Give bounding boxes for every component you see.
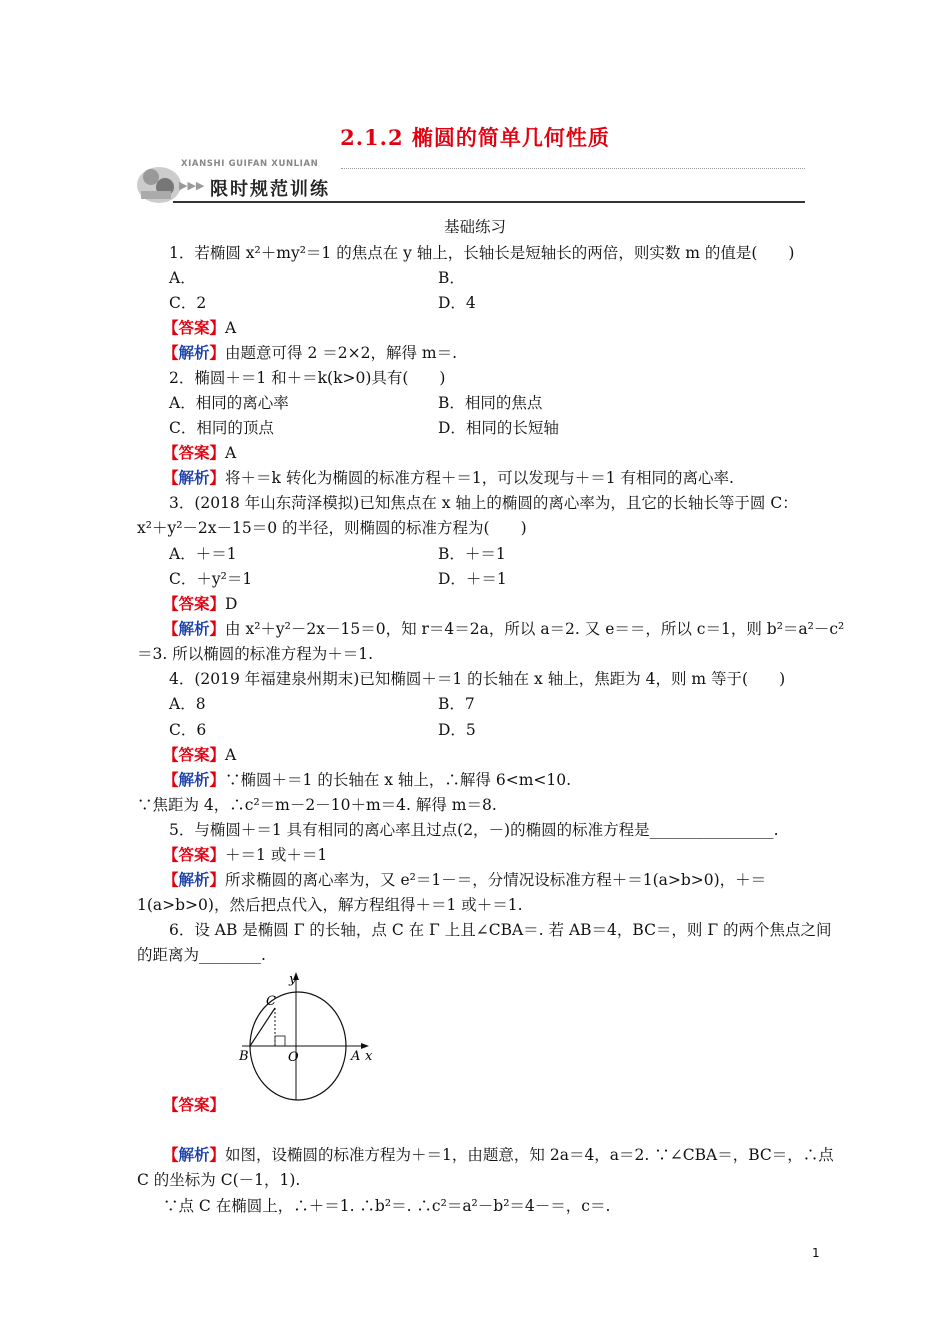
banner-rule bbox=[173, 201, 805, 203]
q4-option-b: B．7 bbox=[438, 695, 475, 713]
answer-1: 【答案】A bbox=[163, 318, 237, 337]
analysis-6-line-1: 【解析】如图，设椭圆的标准方程为＋＝1，由题意，知 2a＝4，a＝2. ∵∠CBA＝，BC＝，∴点 bbox=[163, 1145, 834, 1164]
q4-option-c: C．6 bbox=[169, 721, 207, 739]
segment-bc bbox=[250, 1008, 275, 1046]
question-6-line-1: 6．设 AB 是椭圆 Γ 的长轴，点 C 在 Γ 上且∠CBA＝. 若 AB＝4，BC＝，则 Γ 的两个焦点之间 bbox=[169, 921, 832, 939]
q3-option-b: B．＋＝1 bbox=[438, 545, 506, 563]
page-number: 1 bbox=[812, 1246, 820, 1260]
question-5: 5．与椭圆＋＝1 具有相同的离心率且过点(2，－)的椭圆的标准方程是________________. bbox=[169, 821, 779, 839]
analysis-6-line-3: ∵点 C 在椭圆上，∴＋＝1. ∴b²＝. ∴c²＝a²－b²＝4－＝，c＝. bbox=[163, 1197, 611, 1215]
section-title: 基础练习 bbox=[443, 218, 506, 236]
label-a: A bbox=[351, 1049, 361, 1064]
label-c: C bbox=[266, 994, 276, 1009]
q1-option-a: A． bbox=[169, 269, 196, 287]
ellipse-figure bbox=[232, 970, 392, 1115]
analysis-2: 【解析】将＋＝k 转化为椭圆的标准方程＋＝1，可以发现与＋＝1 有相同的离心率. bbox=[163, 468, 734, 487]
banner-logo-icon bbox=[133, 155, 183, 207]
analysis-1: 【解析】由题意可得 2 ＝2×2，解得 m＝. bbox=[163, 343, 458, 362]
section-banner bbox=[133, 155, 805, 207]
q4-option-a: A．8 bbox=[169, 695, 206, 713]
q1-option-b: B． bbox=[438, 269, 465, 287]
analysis-5-line-2: 1(a>b>0)，然后把点代入，解方程组得＋＝1 或＋＝1. bbox=[137, 896, 523, 914]
answer-3: 【答案】D bbox=[163, 594, 238, 613]
question-3-line-2: x²＋y²－2x－15＝0 的半径，则椭圆的标准方程为( ) bbox=[137, 519, 527, 537]
question-3-line-1: 3．(2018 年山东菏泽模拟)已知焦点在 x 轴上的椭圆的离心率为，且它的长轴长等于圆 C： bbox=[169, 494, 798, 512]
answer-5: 【答案】＋＝1 或＋＝1 bbox=[163, 845, 328, 864]
label-o: O bbox=[288, 1050, 299, 1065]
banner-arrows-icon: ▶▶▶ bbox=[179, 179, 205, 192]
answer-6: 【答案】 bbox=[163, 1095, 226, 1114]
question-6-line-2: 的距离为________. bbox=[137, 946, 266, 964]
right-angle-mark bbox=[275, 1036, 285, 1046]
page-title: 2.1.2 椭圆的简单几何性质 bbox=[340, 125, 610, 150]
question-4: 4．(2019 年福建泉州期末)已知椭圆＋＝1 的长轴在 x 轴上，焦距为 4，则 m 等于( ) bbox=[169, 670, 786, 688]
banner-heading: 限时规范训练 bbox=[210, 179, 330, 200]
banner-dotted-rule bbox=[341, 168, 805, 169]
q2-option-b: B．相同的焦点 bbox=[438, 394, 543, 412]
q1-option-c: C．2 bbox=[169, 294, 207, 312]
q4-option-d: D．5 bbox=[438, 721, 476, 739]
q3-option-d: D．＋＝1 bbox=[438, 570, 507, 588]
analysis-3-line-1: 【解析】由 x²＋y²－2x－15＝0，知 r＝4＝2a，所以 a＝2. 又 e＝＝，所以 c＝1，则 b²＝a²－c² bbox=[163, 619, 845, 638]
label-y: y bbox=[289, 972, 297, 987]
q2-option-d: D．相同的长短轴 bbox=[438, 419, 559, 437]
answer-4: 【答案】A bbox=[163, 745, 237, 764]
question-1: 1．若椭圆 x²＋my²＝1 的焦点在 y 轴上，长轴长是短轴长的两倍，则实数 m 的值是( ) bbox=[169, 244, 795, 262]
question-2: 2．椭圆＋＝1 和＋＝k(k>0)具有( ) bbox=[169, 369, 446, 387]
label-x: x bbox=[365, 1049, 373, 1064]
analysis-5-line-1: 【解析】所求椭圆的离心率为，又 e²＝1－＝，分情况设标准方程＋＝1(a>b>0)，＋＝ bbox=[163, 870, 767, 889]
analysis-3-line-2: ＝3. 所以椭圆的标准方程为＋＝1. bbox=[137, 645, 374, 663]
analysis-6-line-2: C 的坐标为 C(－1，1). bbox=[137, 1171, 301, 1189]
q3-option-c: C．＋y²＝1 bbox=[169, 570, 253, 588]
analysis-4-line-1: 【解析】∵椭圆＋＝1 的长轴在 x 轴上，∴解得 6<m<10. bbox=[163, 770, 572, 789]
q1-option-d: D．4 bbox=[438, 294, 476, 312]
answer-2: 【答案】A bbox=[163, 443, 237, 462]
q3-option-a: A．＋＝1 bbox=[169, 545, 237, 563]
q2-option-a: A．相同的离心率 bbox=[169, 394, 289, 412]
label-b: B bbox=[239, 1049, 249, 1064]
q2-option-c: C．相同的顶点 bbox=[169, 419, 274, 437]
banner-english: XIANSHI GUIFAN XUNLIAN bbox=[181, 159, 319, 169]
analysis-4-line-2: ∵焦距为 4，∴c²＝m－2－10＋m＝4. 解得 m＝8. bbox=[137, 796, 497, 814]
